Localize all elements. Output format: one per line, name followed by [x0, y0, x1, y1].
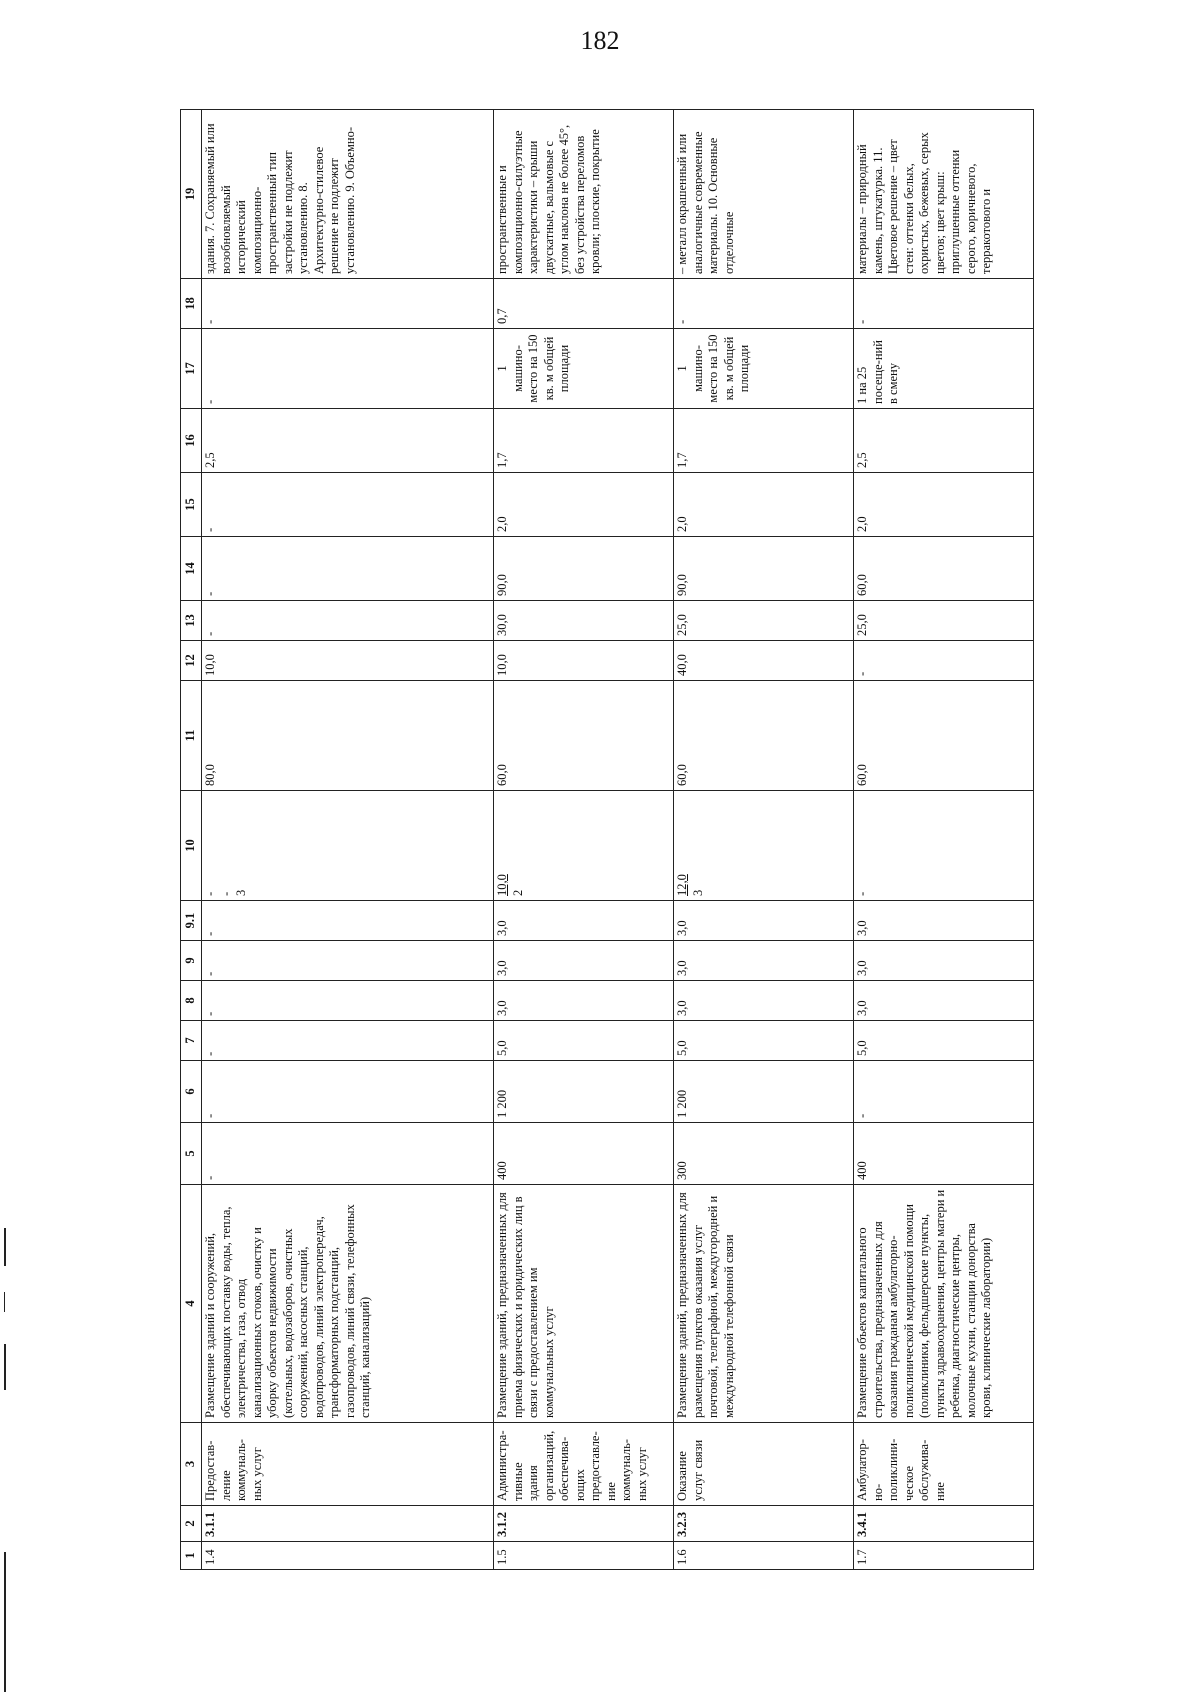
- col-header-11: 11: [181, 681, 202, 791]
- regulations-table: [180, 109, 1034, 1570]
- cell-col-6: 1 200: [494, 1061, 674, 1123]
- cell-col-9-1: 3,0: [854, 901, 1034, 941]
- cell-row-number: 1.6: [674, 1542, 854, 1570]
- rotated-table-wrapper: [180, 110, 1035, 1570]
- col-header-1: 1: [181, 1542, 202, 1570]
- cell-col-18: -: [854, 279, 1034, 329]
- cell-col-9-1: -: [202, 901, 494, 941]
- cell-col-10-denominator: 2: [510, 889, 525, 896]
- cell-use-description: Размещение зданий, предназначенных для размещения пунктов оказания услуг почтовой, телеграфной, междугородней и международной телефонной связи: [674, 1185, 854, 1423]
- cell-col-11: 60,0: [854, 681, 1034, 791]
- table-row: [854, 110, 1034, 1570]
- cell-col-9: 3,0: [854, 941, 1034, 981]
- col-header-14: 14: [181, 537, 202, 601]
- col-header-6: 6: [181, 1061, 202, 1123]
- cell-col-19: пространственные и композиционно-силуэтные характеристики – крыши двускатные, вальмовые с углом наклона не более 45°, без устройства переломов кровли; плоские, покрытие: [494, 110, 674, 279]
- col-header-9: 9: [181, 941, 202, 981]
- cell-col-8: 3,0: [674, 981, 854, 1021]
- cell-col-15: 2,0: [494, 473, 674, 537]
- cell-col-17-count: 1: [495, 365, 509, 372]
- cell-col-13: 25,0: [674, 601, 854, 641]
- cell-col-16: 1,7: [674, 409, 854, 473]
- cell-col-17: -: [202, 329, 494, 409]
- col-header-8: 8: [181, 981, 202, 1021]
- cell-col-10: -: [854, 791, 1034, 901]
- margin-mark: [4, 1344, 6, 1390]
- cell-col-10-line: 3: [234, 889, 248, 896]
- cell-col-5: -: [202, 1123, 494, 1185]
- cell-col-11: 60,0: [674, 681, 854, 791]
- cell-col-10-denominator: 3: [690, 889, 705, 896]
- col-header-10: 10: [181, 791, 202, 901]
- cell-col-15: -: [202, 473, 494, 537]
- margin-mark: [4, 1228, 6, 1266]
- cell-row-number: 1.5: [494, 1542, 674, 1570]
- cell-col-9-1: 3,0: [494, 901, 674, 941]
- cell-use-description: Размещение зданий и сооружений, обеспечивающих поставку воды, тепла, электричества, газа, отвод канализационных стоков, очистку и уборку объектов недвижимости (котельных, водозаборов, очистных сооружений, насосных станций, водопроводов, линий электропередач, трансформаторных подстанций, газопроводов, линий связи, телефонных станций, канализаций): [202, 1185, 494, 1423]
- header-row: [181, 110, 202, 1570]
- col-header-15: 15: [181, 473, 202, 537]
- cell-col-17: [494, 329, 674, 409]
- cell-col-11: 60,0: [494, 681, 674, 791]
- cell-col-16: 2,5: [202, 409, 494, 473]
- cell-col-13: 30,0: [494, 601, 674, 641]
- cell-col-10-numerator: 12,0: [675, 874, 689, 896]
- cell-col-10: [674, 791, 854, 901]
- col-header-4: 4: [181, 1185, 202, 1423]
- margin-mark: [4, 1292, 5, 1312]
- col-header-16: 16: [181, 409, 202, 473]
- col-header-5: 5: [181, 1123, 202, 1185]
- cell-use-name: Администра-тивные здания организаций, обеспечива-ющих предоставле-ние коммуналь-ных услуг: [494, 1423, 674, 1506]
- cell-col-13: -: [202, 601, 494, 641]
- cell-use-code: 3.2.3: [674, 1506, 854, 1542]
- cell-col-9: 3,0: [674, 941, 854, 981]
- cell-col-18: 0,7: [494, 279, 674, 329]
- col-header-3: 3: [181, 1423, 202, 1506]
- cell-col-6: 1 200: [674, 1061, 854, 1123]
- col-header-19: 19: [181, 110, 202, 279]
- cell-col-8: 3,0: [494, 981, 674, 1021]
- cell-col-18: -: [674, 279, 854, 329]
- page-number: 182: [580, 26, 620, 55]
- cell-col-17: [674, 329, 854, 409]
- cell-col-17-count: 1: [675, 365, 689, 372]
- cell-col-17: 1 на 25 посеще-ний в смену: [854, 329, 1034, 409]
- cell-col-9: -: [202, 941, 494, 981]
- cell-col-11: 80,0: [202, 681, 494, 791]
- cell-col-10-line: -: [203, 891, 217, 896]
- cell-col-8: 3,0: [854, 981, 1034, 1021]
- col-header-7: 7: [181, 1021, 202, 1061]
- cell-col-10-numerator: 10,0: [495, 874, 509, 896]
- table-row: [202, 110, 494, 1570]
- cell-use-description: Размещение зданий, предназначенных для приема физических и юридических лиц в связи с предоставлением им коммунальных услуг: [494, 1185, 674, 1423]
- cell-col-9: 3,0: [494, 941, 674, 981]
- cell-col-10: [202, 791, 494, 901]
- cell-col-9-1: 3,0: [674, 901, 854, 941]
- cell-col-14: 60,0: [854, 537, 1034, 601]
- cell-use-description: Размещение объектов капитального строительства, предназначенных для оказания гражданам амбулаторно-поликлинической медицинской помощи (поликлиники, фельдшерские пункты, пункты здравоохранения, центры матери и ребенка, диагностические центры, молочные кухни, станции донорства крови, клинические лаборатории): [854, 1185, 1034, 1423]
- table-row: [494, 110, 674, 1570]
- col-header-12: 12: [181, 641, 202, 681]
- cell-use-code: 3.1.1: [202, 1506, 494, 1542]
- cell-col-7: 5,0: [674, 1021, 854, 1061]
- cell-row-number: 1.7: [854, 1542, 1034, 1570]
- cell-col-19: – металл окрашенный или аналогичные современные материалы. 10. Основные отделочные: [674, 110, 854, 279]
- cell-col-6: -: [854, 1061, 1034, 1123]
- cell-col-12: 40,0: [674, 641, 854, 681]
- cell-use-name: Амбулатор-но-поликлини-ческое обслужива-ние: [854, 1423, 1034, 1506]
- cell-col-5: 400: [494, 1123, 674, 1185]
- cell-col-10-line: -: [218, 891, 233, 896]
- cell-col-12: 10,0: [202, 641, 494, 681]
- cell-row-number: 1.4: [202, 1542, 494, 1570]
- cell-col-17-unit: машино-место на 150 кв. м общей площади: [690, 334, 751, 403]
- table-row: [674, 110, 854, 1570]
- cell-use-name: Оказание услуг связи: [674, 1423, 854, 1506]
- cell-col-16: 2,5: [854, 409, 1034, 473]
- cell-col-18: -: [202, 279, 494, 329]
- cell-col-8: -: [202, 981, 494, 1021]
- cell-col-10: [494, 791, 674, 901]
- cell-col-16: 1,7: [494, 409, 674, 473]
- cell-col-15: 2,0: [854, 473, 1034, 537]
- col-header-9-1: 9.1: [181, 901, 202, 941]
- cell-use-name: Предостав-ление коммуналь-ных услуг: [202, 1423, 494, 1506]
- cell-col-12: 10,0: [494, 641, 674, 681]
- cell-use-code: 3.4.1: [854, 1506, 1034, 1542]
- cell-col-14: -: [202, 537, 494, 601]
- col-header-2: 2: [181, 1506, 202, 1542]
- col-header-17: 17: [181, 329, 202, 409]
- cell-col-19: здания. 7. Сохраняемый или возобновляемый исторический композиционно-пространственный тип застройки не подлежит установлению. 8. Архитектурно-стилевое решение не подлежит установлению. 9. Объемно-: [202, 110, 494, 279]
- cell-use-code: 3.1.2: [494, 1506, 674, 1542]
- col-header-18: 18: [181, 279, 202, 329]
- cell-col-17-unit: машино-место на 150 кв. м общей площади: [510, 334, 571, 403]
- cell-col-13: 25,0: [854, 601, 1034, 641]
- cell-col-7: 5,0: [494, 1021, 674, 1061]
- cell-col-12: -: [854, 641, 1034, 681]
- cell-col-14: 90,0: [674, 537, 854, 601]
- col-header-13: 13: [181, 601, 202, 641]
- cell-col-5: 400: [854, 1123, 1034, 1185]
- cell-col-7: -: [202, 1021, 494, 1061]
- cell-col-5: 300: [674, 1123, 854, 1185]
- cell-col-6: -: [202, 1061, 494, 1123]
- cell-col-15: 2,0: [674, 473, 854, 537]
- cell-col-14: 90,0: [494, 537, 674, 601]
- margin-mark: [4, 1552, 6, 1692]
- cell-col-7: 5,0: [854, 1021, 1034, 1061]
- cell-col-19: материалы – природный камень, штукатурка. 11. Цветовое решение – цвет стен: оттенки белых, охристых, бежевых, серых цветов; цвет крыш: приглушенные оттенки серого, коричневого, терракотового и: [854, 110, 1034, 279]
